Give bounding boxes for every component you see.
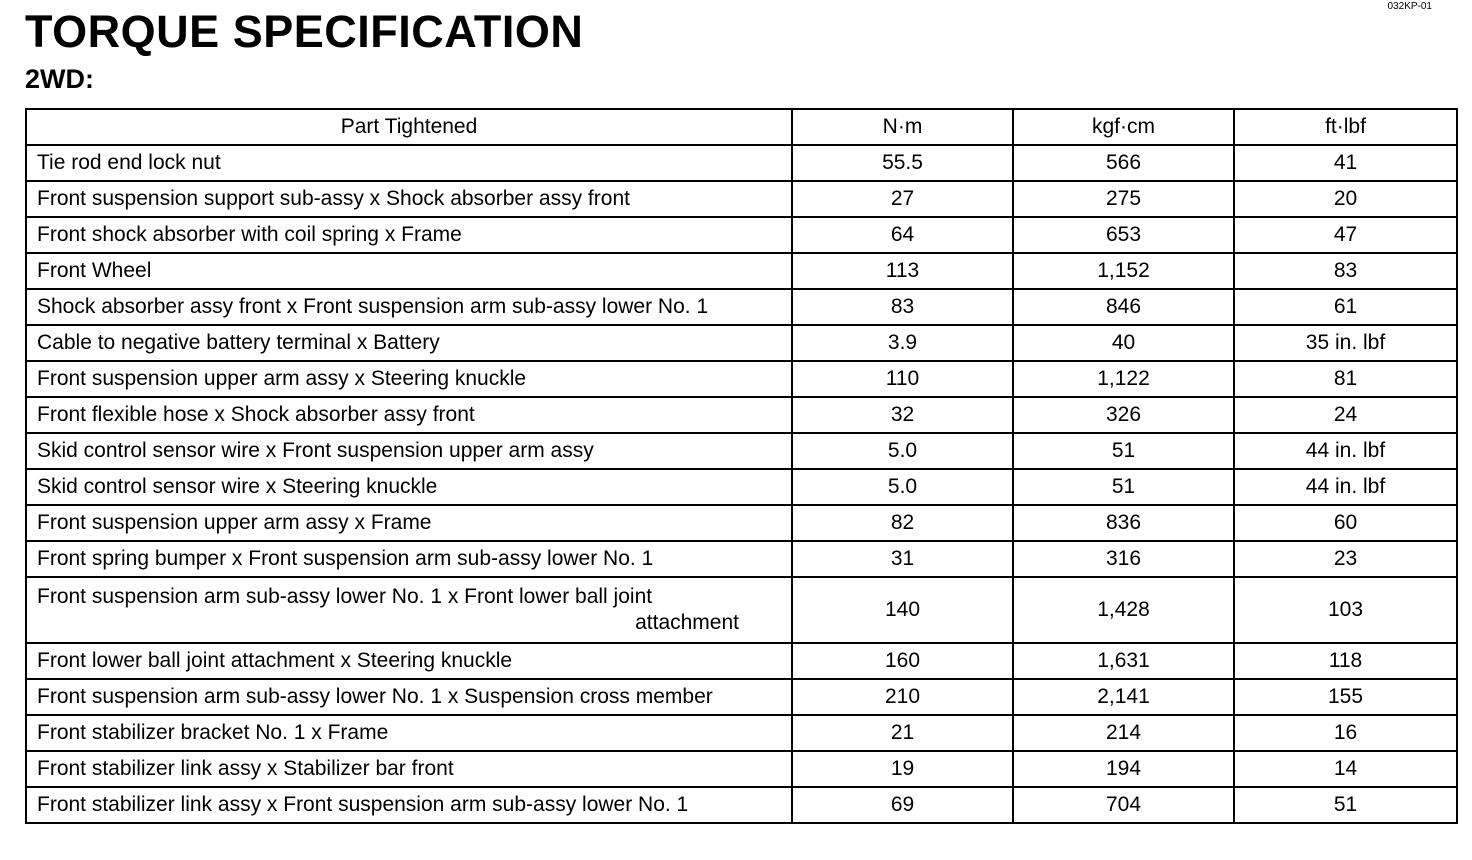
part-name: Cable to negative battery terminal x Battery xyxy=(37,331,440,354)
cell-ft-lbf: 103 xyxy=(1234,577,1457,643)
cell-nm: 83 xyxy=(792,289,1013,325)
table-row xyxy=(26,577,1457,643)
part-name: Front stabilizer bracket No. 1 x Frame xyxy=(37,721,389,744)
part-name: Skid control sensor wire x Steering knuckle xyxy=(37,475,438,498)
cell-ft-lbf: 61 xyxy=(1234,289,1457,325)
cell-ft-lbf: 47 xyxy=(1234,217,1457,253)
cell-part-tightened xyxy=(26,715,792,751)
cell-part-tightened xyxy=(26,679,792,715)
table-row xyxy=(26,751,1457,787)
cell-part-tightened xyxy=(26,433,792,469)
cell-kgf-cm: 275 xyxy=(1013,181,1234,217)
cell-part-tightened xyxy=(26,541,792,577)
cell-kgf-cm: 1,152 xyxy=(1013,253,1234,289)
cell-nm: 82 xyxy=(792,505,1013,541)
document-code: 032KP-01 xyxy=(1387,1,1432,12)
cell-nm: 160 xyxy=(792,643,1013,679)
cell-part-tightened xyxy=(26,751,792,787)
cell-kgf-cm: 326 xyxy=(1013,397,1234,433)
cell-ft-lbf: 35 in. lbf xyxy=(1234,325,1457,361)
table-row xyxy=(26,397,1457,433)
cell-nm: 140 xyxy=(792,577,1013,643)
cell-part-tightened xyxy=(26,325,792,361)
cell-ft-lbf: 83 xyxy=(1234,253,1457,289)
part-name: Front suspension support sub-assy x Shock absorber assy front xyxy=(37,187,630,210)
cell-part-tightened xyxy=(26,289,792,325)
part-name: Shock absorber assy front x Front suspension arm sub-assy lower No. 1 xyxy=(37,295,709,318)
part-name: Front suspension upper arm assy x Steering knuckle xyxy=(37,367,527,390)
cell-part-tightened xyxy=(26,361,792,397)
part-name-continued: attachment xyxy=(635,611,739,634)
cell-ft-lbf: 60 xyxy=(1234,505,1457,541)
part-name: Front stabilizer link assy x Front suspension arm sub-assy lower No. 1 xyxy=(37,793,689,816)
part-name: Skid control sensor wire x Front suspension upper arm assy xyxy=(37,439,594,462)
cell-kgf-cm: 316 xyxy=(1013,541,1234,577)
cell-part-tightened xyxy=(26,469,792,505)
header-ft-lbf: ft·lbf xyxy=(1234,109,1457,145)
cell-nm: 5.0 xyxy=(792,433,1013,469)
cell-nm: 27 xyxy=(792,181,1013,217)
cell-part-tightened xyxy=(26,505,792,541)
cell-ft-lbf: 16 xyxy=(1234,715,1457,751)
cell-part-tightened xyxy=(26,577,792,643)
cell-ft-lbf: 44 in. lbf xyxy=(1234,469,1457,505)
part-name: Front Wheel xyxy=(37,259,152,282)
cell-kgf-cm: 40 xyxy=(1013,325,1234,361)
cell-nm: 3.9 xyxy=(792,325,1013,361)
cell-kgf-cm: 194 xyxy=(1013,751,1234,787)
table-row xyxy=(26,325,1457,361)
table-header-row xyxy=(26,109,1457,145)
cell-nm: 113 xyxy=(792,253,1013,289)
section-subtitle: 2WD: xyxy=(25,64,94,94)
cell-nm: 19 xyxy=(792,751,1013,787)
cell-kgf-cm: 846 xyxy=(1013,289,1234,325)
cell-ft-lbf: 155 xyxy=(1234,679,1457,715)
cell-ft-lbf: 41 xyxy=(1234,145,1457,181)
cell-part-tightened xyxy=(26,217,792,253)
table-row xyxy=(26,541,1457,577)
torque-spec-table xyxy=(25,108,1458,824)
cell-nm: 32 xyxy=(792,397,1013,433)
part-name: Front flexible hose x Shock absorber assy front xyxy=(37,403,475,426)
page-title: TORQUE SPECIFICATION xyxy=(25,6,584,57)
cell-part-tightened xyxy=(26,145,792,181)
cell-kgf-cm: 1,631 xyxy=(1013,643,1234,679)
table-row xyxy=(26,145,1457,181)
cell-ft-lbf: 44 in. lbf xyxy=(1234,433,1457,469)
header-nm: N·m xyxy=(792,109,1013,145)
table-row xyxy=(26,289,1457,325)
part-name: Front shock absorber with coil spring x Frame xyxy=(37,223,462,246)
cell-kgf-cm: 1,122 xyxy=(1013,361,1234,397)
table-row xyxy=(26,787,1457,823)
cell-part-tightened xyxy=(26,397,792,433)
part-name: Front lower ball joint attachment x Steering knuckle xyxy=(37,649,513,672)
cell-ft-lbf: 14 xyxy=(1234,751,1457,787)
cell-nm: 69 xyxy=(792,787,1013,823)
table-row xyxy=(26,433,1457,469)
cell-nm: 5.0 xyxy=(792,469,1013,505)
header-kgf-cm: kgf·cm xyxy=(1013,109,1234,145)
cell-part-tightened xyxy=(26,181,792,217)
table-row xyxy=(26,181,1457,217)
cell-nm: 110 xyxy=(792,361,1013,397)
cell-ft-lbf: 51 xyxy=(1234,787,1457,823)
part-name: Front suspension arm sub-assy lower No. 1 x Front lower ball joint xyxy=(37,585,653,608)
cell-kgf-cm: 2,141 xyxy=(1013,679,1234,715)
cell-nm: 210 xyxy=(792,679,1013,715)
part-name: Tie rod end lock nut xyxy=(37,151,221,174)
cell-kgf-cm: 836 xyxy=(1013,505,1234,541)
cell-ft-lbf: 81 xyxy=(1234,361,1457,397)
table-row xyxy=(26,505,1457,541)
cell-nm: 64 xyxy=(792,217,1013,253)
cell-ft-lbf: 24 xyxy=(1234,397,1457,433)
cell-kgf-cm: 214 xyxy=(1013,715,1234,751)
cell-ft-lbf: 20 xyxy=(1234,181,1457,217)
table-row xyxy=(26,643,1457,679)
cell-ft-lbf: 23 xyxy=(1234,541,1457,577)
header-part-tightened: Part Tightened xyxy=(26,109,792,145)
part-name: Front spring bumper x Front suspension arm sub-assy lower No. 1 xyxy=(37,547,654,570)
table-row xyxy=(26,253,1457,289)
table-row xyxy=(26,679,1457,715)
cell-kgf-cm: 566 xyxy=(1013,145,1234,181)
cell-kgf-cm: 1,428 xyxy=(1013,577,1234,643)
cell-part-tightened xyxy=(26,253,792,289)
cell-nm: 31 xyxy=(792,541,1013,577)
part-name: Front suspension upper arm assy x Frame xyxy=(37,511,432,534)
cell-part-tightened xyxy=(26,643,792,679)
cell-part-tightened xyxy=(26,787,792,823)
cell-nm: 55.5 xyxy=(792,145,1013,181)
table-row xyxy=(26,361,1457,397)
part-name: Front suspension arm sub-assy lower No. 1 x Suspension cross member xyxy=(37,685,713,708)
cell-kgf-cm: 51 xyxy=(1013,433,1234,469)
cell-kgf-cm: 51 xyxy=(1013,469,1234,505)
table-row xyxy=(26,715,1457,751)
table-row xyxy=(26,469,1457,505)
part-name: Front stabilizer link assy x Stabilizer bar front xyxy=(37,757,454,780)
cell-kgf-cm: 653 xyxy=(1013,217,1234,253)
cell-ft-lbf: 118 xyxy=(1234,643,1457,679)
cell-nm: 21 xyxy=(792,715,1013,751)
cell-kgf-cm: 704 xyxy=(1013,787,1234,823)
table-row xyxy=(26,217,1457,253)
table-body xyxy=(26,145,1457,823)
